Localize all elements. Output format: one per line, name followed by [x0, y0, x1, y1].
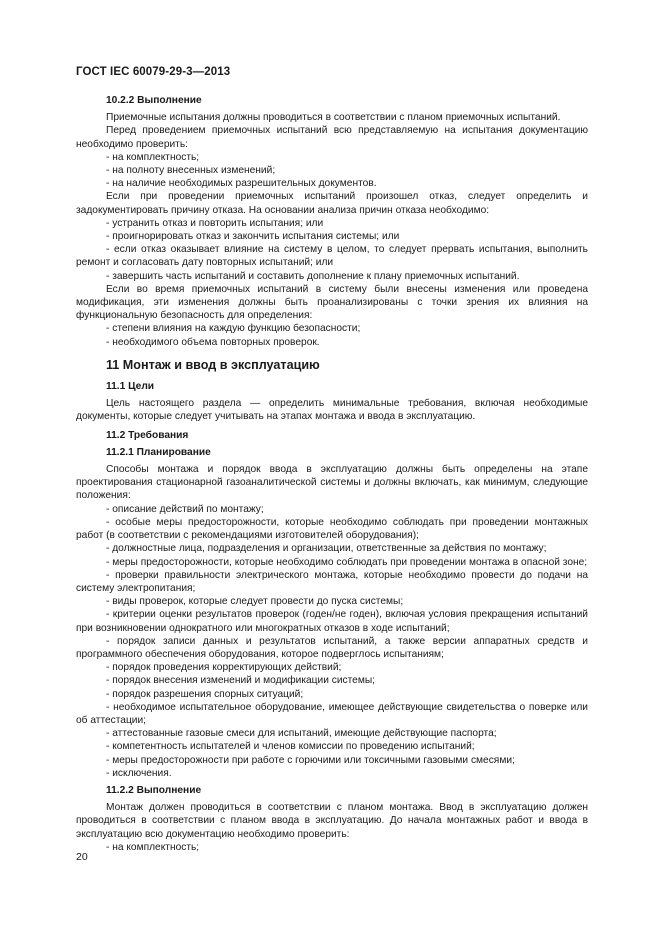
subsection-heading: 11.1 Цели	[106, 381, 155, 393]
paragraph: Приемочные испытания должны проводиться в соответствии с планом приемочных испытаний.	[106, 112, 561, 124]
paragraph: Способы монтажа и порядок ввода в эксплуатацию должны быть определены на этапе проектирования стационарной газоаналитической системы и должны включать, как минимум, следующие положения:	[76, 464, 588, 502]
subsection-heading: 10.2.2 Выполнение	[106, 95, 202, 106]
list-item: - порядок проведения корректирующих действий;	[106, 662, 342, 674]
list-item: - критерии оценки результатов проверок (годен/не годен), включая условия прекращения испытаний при возникновении однократного или многократных отказов в ходе испытаний;	[76, 609, 588, 634]
list-item: - компетентность испытателей и членов комиссии по проведению испытаний;	[106, 741, 475, 753]
list-item: - порядок записи данных и результатов испытаний, а также версии аппаратных средств и программного обеспечения оборудования, которое подверглось испытаниям;	[76, 635, 588, 660]
list-item: - на комплектность;	[106, 151, 200, 163]
document-header: ГОСТ IEC 60079-29-3—2013	[76, 66, 231, 78]
page-number: 20	[76, 851, 88, 863]
subsection-heading: 11.2.1 Планирование	[106, 446, 211, 458]
list-item: - описание действий по монтажу;	[106, 503, 264, 515]
list-item: - завершить часть испытаний и составить дополнение к плану приемочных испытаний.	[106, 270, 520, 282]
list-item: - степени влияния на каждую функцию безопасности;	[106, 323, 361, 335]
list-item: - если отказ оказывает влияние на систему в целом, то следует прервать испытания, выполнить ремонт и согласовать дату повторных испытаний; или	[76, 244, 588, 269]
section-heading: 11 Монтаж и ввод в эксплуатацию	[106, 357, 320, 372]
paragraph: Цель настоящего раздела — определить минимальные требования, включая необходимые документы, которые следует учитывать на этапах монтажа и ввода в эксплуатацию.	[76, 398, 588, 423]
document-body	[76, 94, 588, 854]
paragraph: Если во время приемочных испытаний в систему были внесены изменения или проведена модификация, эти изменения должны быть проанализированы с точки зрения их влияния на функциональную безопасность для определения:	[76, 283, 588, 322]
paragraph: Если при проведении приемочных испытаний произошел отказ, следует определить и задокументировать причину отказа. На основании анализа причин отказа необходимо:	[76, 191, 588, 216]
subsection-heading: 11.2.2 Выполнение	[106, 784, 202, 796]
list-item: - необходимого объема повторных проверок.	[106, 336, 320, 348]
list-item: - меры предосторожности, которые необходимо соблюдать при проведении монтажа в опасной зоне;	[106, 556, 588, 568]
list-item: - устранить отказ и повторить испытания; или	[106, 217, 324, 229]
list-item: - должностные лица, подразделения и организации, ответственные за действия по монтажу;	[106, 543, 547, 555]
list-item: - необходимое испытательное оборудование, имеющее действующие свидетельства о поверке или об аттестации;	[76, 701, 588, 726]
list-item: - проигнорировать отказ и закончить испытания системы; или	[106, 231, 400, 243]
list-item: - проверки правильности электрического монтажа, которые необходимо провести до подачи на систему электропитания;	[76, 569, 588, 594]
list-item: - на полноту внесенных изменений;	[106, 165, 276, 177]
list-item: - меры предосторожности при работе с горючими или токсичными газовыми смесями;	[106, 754, 515, 766]
list-item: - исключения.	[106, 767, 172, 779]
list-item: - виды проверок, которые следует провести до пуска системы;	[106, 596, 404, 608]
paragraph: Монтаж должен проводиться в соответствии с планом монтажа. Ввод в эксплуатацию должен проводиться в соответствии с планом ввода в эксплуатацию. До начала монтажных работ и ввода в эксплуатацию всю документацию необходимо проверить:	[76, 802, 588, 840]
list-item: - порядок внесения изменений и модификации системы;	[106, 675, 375, 687]
paragraph: Перед проведением приемочных испытаний всю представляемую на испытания документацию необходимо проверить:	[76, 125, 588, 150]
list-item: - особые меры предосторожности, которые необходимо соблюдать при проведении монтажных работ (в соответствии с рекомендациями изготовителей оборудования);	[76, 516, 588, 542]
list-item: - на комплектность;	[106, 841, 200, 853]
list-item: - на наличие необходимых разрешительных документов.	[106, 178, 377, 190]
list-item: - аттестованные газовые смеси для испытаний, имеющие действующие паспорта;	[106, 728, 497, 740]
subsection-heading: 11.2 Требования	[106, 429, 189, 441]
list-item: - порядок разрешения спорных ситуаций;	[106, 688, 304, 700]
